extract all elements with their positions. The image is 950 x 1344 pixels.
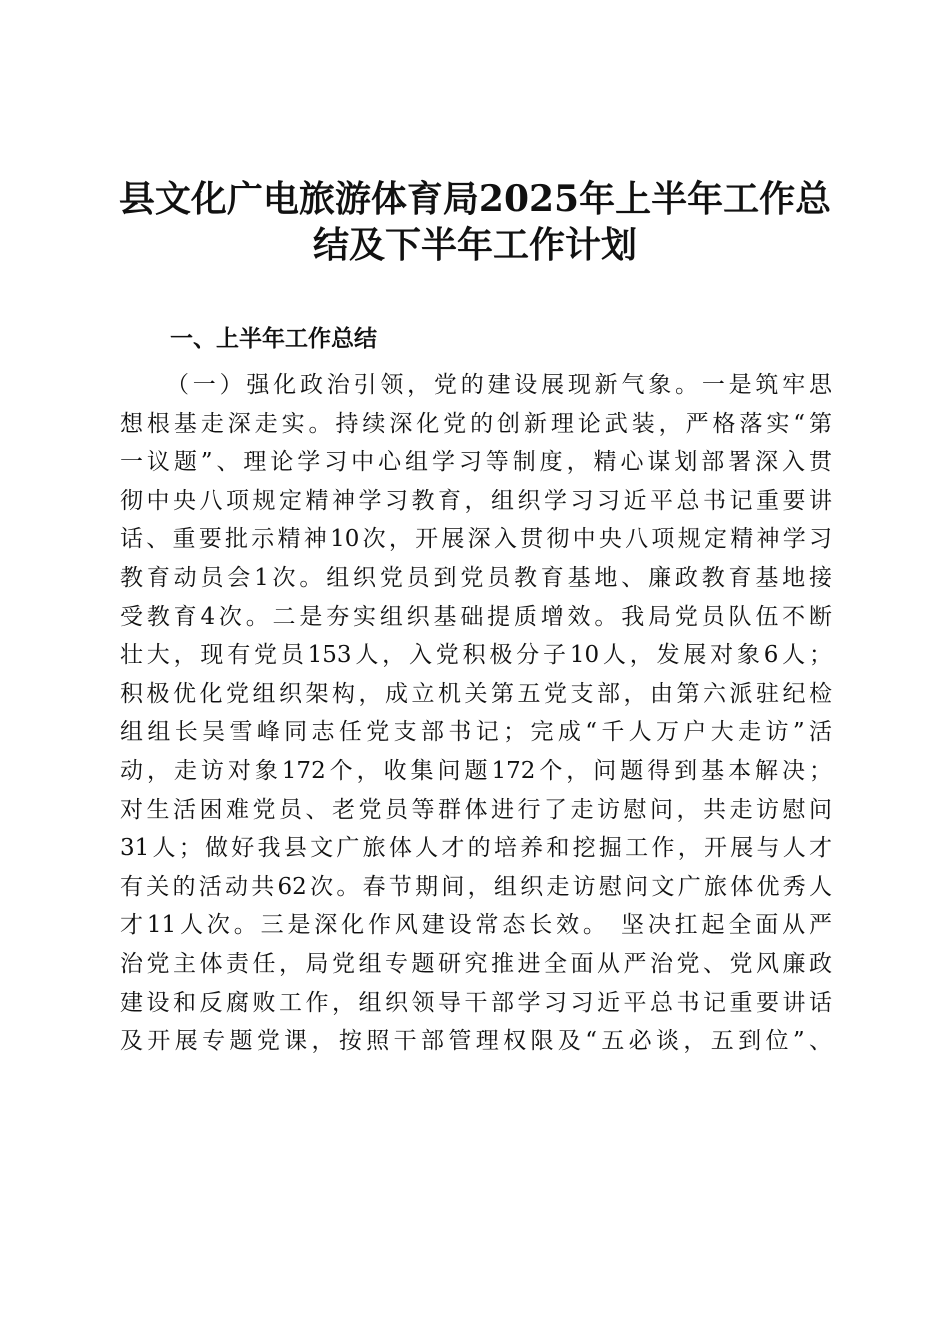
section-heading: 一、上半年工作总结 xyxy=(170,326,377,352)
body-line: 一议题”、理论学习中心组学习等制度，精心谋划部署深入贯 xyxy=(120,449,832,476)
title-line-2: 结及下半年工作计划 xyxy=(312,224,637,266)
body-line: 才11人次。三是深化作风建设常态长效。 坚决扛起全面从严 xyxy=(120,912,832,939)
body-line: 31人；做好我县文广旅体人才的培养和挖掘工作，开展与人才 xyxy=(120,835,832,862)
body-line: 教育动员会1次。组织党员到党员教育基地、廉政教育基地接 xyxy=(120,564,832,591)
body-line: 壮大，现有党员153人，入党积极分子10人，发展对象6人； xyxy=(120,642,832,669)
body-line: 动，走访对象172个，收集问题172个，问题得到基本解决； xyxy=(120,757,832,784)
body-line: 积极优化党组织架构，成立机关第五党支部，由第六派驻纪检 xyxy=(120,680,832,707)
body-line: 有关的活动共62次。春节期间，组织走访慰问文广旅体优秀人 xyxy=(120,873,832,900)
body-line: 建设和反腐败工作，组织领导干部学习习近平总书记重要讲话 xyxy=(120,989,832,1016)
document-title xyxy=(110,176,840,268)
body-text xyxy=(120,366,832,1061)
body-line: 受教育4次。二是夯实组织基础提质增效。我局党员队伍不断 xyxy=(120,603,832,630)
body-line: 想根基走深走实。持续深化党的创新理论武装，严格落实“第 xyxy=(120,410,832,437)
body-line: 对生活困难党员、老党员等群体进行了走访慰问，共走访慰问 xyxy=(120,796,832,823)
body-line: 及开展专题党课，按照干部管理权限及“五必谈，五到位”、 xyxy=(120,1028,832,1055)
body-line: 彻中央八项规定精神学习教育，组织学习习近平总书记重要讲 xyxy=(120,487,832,514)
title-line-1: 县文化广电旅游体育局2025年上半年工作总 xyxy=(118,178,832,220)
body-line: 治党主体责任，局党组专题研究推进全面从严治党、党风廉政 xyxy=(120,950,832,977)
body-line: （一）强化政治引领，党的建设展现新气象。一是筑牢思 xyxy=(166,372,832,398)
body-line: 话、重要批示精神10次，开展深入贯彻中央八项规定精神学习 xyxy=(120,526,832,553)
body-line: 组组长吴雪峰同志任党支部书记；完成“千人万户大走访”活 xyxy=(120,719,832,746)
